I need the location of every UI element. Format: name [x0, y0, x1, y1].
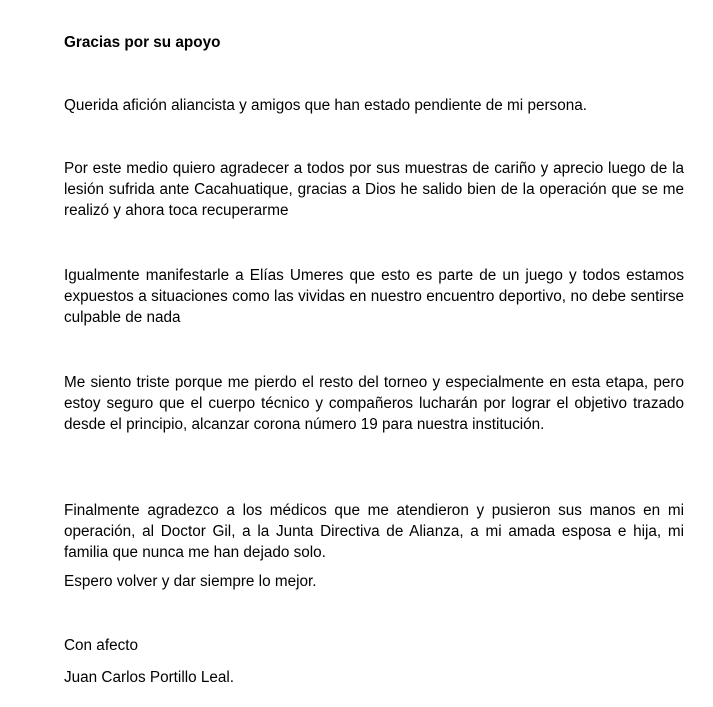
letter-closing: Con afecto — [64, 637, 138, 654]
paragraph-closing-wish: Espero volver y dar siempre lo mejor. — [64, 573, 317, 590]
paragraph-tournament: Me siento triste porque me pierdo el resto del torneo y especialmente en esta etapa, pero estoy seguro que el cuerpo técnico y compañeros lucharán por lograr el objetivo trazado desde el principio, alcanzar corona número 19 para nuestra institución. — [64, 374, 684, 433]
paragraph-gratitude: Por este medio quiero agradecer a todos por sus muestras de cariño y aprecio luego de la lesión sufrida ante Cacahuatique, gracias a Dios he salido bien de la operación que se me realizó y ahora toca recuperarme — [64, 160, 684, 219]
letter-title: Gracias por su apoyo — [64, 34, 221, 51]
paragraph-umeres: Igualmente manifestarle a Elías Umeres que esto es parte de un juego y todos estamos expuestos a situaciones como las vividas en nuestro encuentro deportivo, no debe sentirse culpable de nada — [64, 267, 684, 326]
letter-signature: Juan Carlos Portillo Leal. — [64, 669, 235, 686]
paragraph-thanks: Finalmente agradezco a los médicos que me atendieron y pusieron sus manos en mi operación, al Doctor Gil, a la Junta Directiva de Alianza, a mi amada esposa e hija, mi familia que nunca me han dejado solo. — [64, 502, 684, 561]
letter-greeting: Querida afición aliancista y amigos que han estado pendiente de mi persona. — [64, 97, 587, 114]
